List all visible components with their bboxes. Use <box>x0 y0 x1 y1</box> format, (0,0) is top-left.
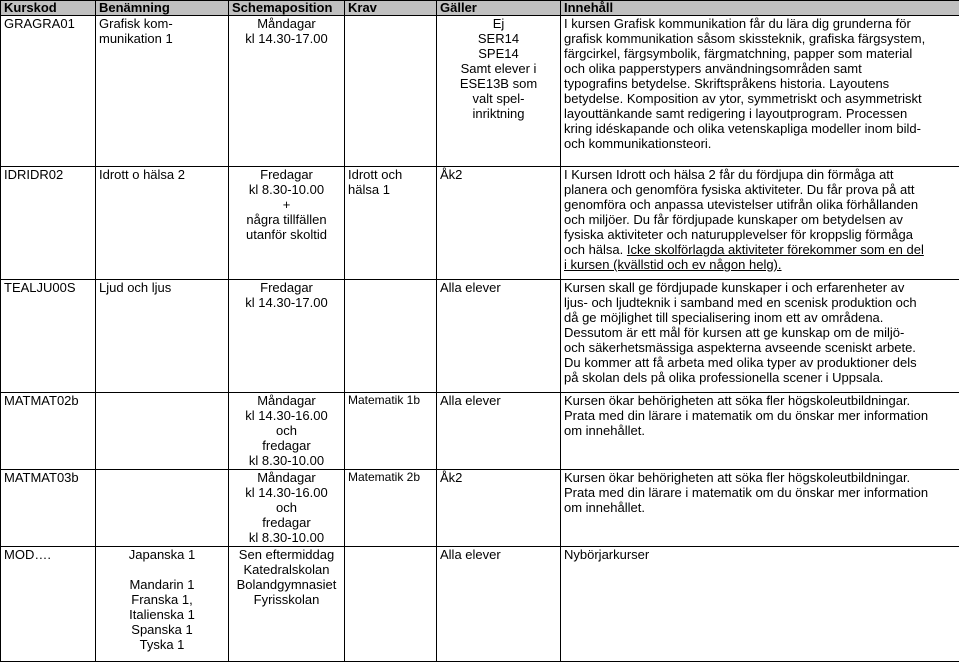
content-line: Kursen ökar behörigheten att söka fler högskoleutbildningar. <box>564 393 911 408</box>
content-line: grafisk kommunikation såsom skissteknik, grafiska färgsystem, <box>564 31 926 46</box>
schedule-cell <box>229 470 345 547</box>
galler-cell <box>437 547 561 662</box>
krav-line: hälsa 1 <box>348 182 390 197</box>
schedule-line: kl 14.30-16.00 <box>245 408 328 423</box>
content-line: planera och genomföra fysiska aktiviteter. Du får prova på att <box>564 182 915 197</box>
course-code: GRAGRA01 <box>1 16 96 167</box>
schedule-line: kl 14.30-17.00 <box>245 295 328 310</box>
galler-line: Alla elever <box>440 280 501 295</box>
galler-line: ESE13B som <box>459 76 538 91</box>
header-galler: Gäller <box>437 1 561 16</box>
course-name-line: Spanska 1 <box>131 622 193 637</box>
schedule-line: kl 8.30-10.00 <box>248 182 325 197</box>
schedule-line: och <box>276 423 297 438</box>
content-line: I kursen Grafisk kommunikation får du lära dig grunderna för <box>564 16 911 31</box>
schedule-cell <box>229 280 345 393</box>
krav-cell <box>345 470 437 547</box>
schedule-line: + <box>282 197 291 212</box>
content-line: kring idéskapande och olika vetenskapliga modeller inom bild- <box>564 121 921 136</box>
content-line: Prata med din lärare i matematik om du önskar mer information <box>564 485 929 500</box>
header-krav: Krav <box>345 1 437 16</box>
content-cell <box>561 167 959 280</box>
krav-cell <box>345 16 437 167</box>
schedule-line: Måndagar <box>257 393 316 408</box>
content-cell <box>561 16 959 167</box>
krav-cell <box>345 547 437 662</box>
content-line: om innehållet. <box>564 423 645 438</box>
galler-line: Alla elever <box>440 547 501 562</box>
content-line: och olika papperstypers användningsområden samt <box>564 61 862 76</box>
course-code: MOD…. <box>1 547 96 662</box>
header-row <box>1 1 959 16</box>
galler-cell <box>437 280 561 393</box>
table-row <box>1 393 959 470</box>
content-line: I Kursen Idrott och hälsa 2 får du fördjupa din förmåga att <box>564 167 894 182</box>
galler-line: Åk2 <box>440 167 463 182</box>
content-text: och hälsa. <box>564 242 627 257</box>
course-name-line: Tyska 1 <box>139 637 185 652</box>
course-name-line: Grafisk kom- <box>99 16 173 31</box>
schedule-line: Fyrisskolan <box>253 592 320 607</box>
content-line: Dessutom är ett mål för kursen att ge kunskap om de miljö- <box>564 325 905 340</box>
krav-cell <box>345 167 437 280</box>
table-row <box>1 167 959 280</box>
galler-cell <box>437 393 561 470</box>
content-line: layouttänkande samt redigering i layoutprogram. Processen <box>564 106 908 121</box>
underlined-note: Icke skolförlagda aktiviteter förekommer som en del <box>626 242 924 257</box>
table-row <box>1 16 959 167</box>
galler-line: valt spel- <box>472 91 525 106</box>
schedule-line: och <box>276 500 297 515</box>
content-line: typografins betydelse. Skriftspråkens historia. Layoutens <box>564 76 890 91</box>
course-name <box>96 470 229 547</box>
content-line: Kursen ökar behörigheten att söka fler högskoleutbildningar. <box>564 470 911 485</box>
content-line: betydelse. Komposition av ytor, symmetriskt och asymmetriskt <box>564 91 922 106</box>
content-cell <box>561 470 959 547</box>
krav-line: Idrott och <box>348 167 403 182</box>
course-code: IDRIDR02 <box>1 167 96 280</box>
content-line: fysiska aktiviteter och naturupplevelser för kroppslig förmåga <box>564 227 913 242</box>
header-kurskod: Kurskod <box>1 1 96 16</box>
content-line: om innehållet. <box>564 500 645 515</box>
header-innehall: Innehåll <box>561 1 959 16</box>
schedule-line: fredagar <box>262 515 311 530</box>
course-name <box>96 393 229 470</box>
content-line: ljus- och ljudteknik i samband med en scenisk produktion och <box>564 295 917 310</box>
course-name <box>96 280 229 393</box>
galler-line: Alla elever <box>440 393 501 408</box>
course-name-line: Italienska 1 <box>129 607 195 622</box>
krav-line: Matematik 2b <box>348 470 421 484</box>
galler-line: Åk2 <box>440 470 463 485</box>
krav-cell <box>345 280 437 393</box>
content-line: och kommunikationsteori. <box>564 136 712 151</box>
galler-cell <box>437 16 561 167</box>
table-row <box>1 547 959 662</box>
course-name-line <box>99 562 225 577</box>
header-schemaposition: Schemaposition <box>229 1 345 16</box>
content-line: färgcirkel, färgsymbolik, färgmatchning, papper som material <box>564 46 913 61</box>
content-line: på skolan dels på olika professionella scener i Uppsala. <box>564 370 884 385</box>
schedule-line: kl 8.30-10.00 <box>248 453 325 468</box>
schedule-line: Sen eftermiddag <box>238 547 335 562</box>
galler-cell <box>437 470 561 547</box>
schedule-line: Fredagar <box>260 167 313 182</box>
course-name <box>96 547 229 662</box>
content-cell <box>561 547 959 662</box>
schedule-line: kl 8.30-10.00 <box>248 530 325 545</box>
galler-cell <box>437 167 561 280</box>
content-line: och miljöer. Du får fördjupade kunskaper om betydelsen av <box>564 212 903 227</box>
galler-line: inriktning <box>472 106 525 121</box>
schedule-line: fredagar <box>262 438 311 453</box>
content-cell <box>561 280 959 393</box>
krav-cell <box>345 393 437 470</box>
content-line: och säkerhetsmässiga aspekterna avseende sceniskt arbete. <box>564 340 916 355</box>
content-line: Nybörjarkurser <box>564 547 650 562</box>
content-line: då ge möjlighet till specialisering inom ett av områdena. <box>564 310 884 325</box>
header-benamning: Benämning <box>96 1 229 16</box>
content-line: genomföra och anpassa utevistelser utifrån olika förhållanden <box>564 197 919 212</box>
course-name-line: Franska 1, <box>131 592 193 607</box>
course-name-line: Idrott o hälsa 2 <box>99 167 185 182</box>
schedule-line: några tillfällen <box>246 212 327 227</box>
schedule-line: utanför skoltid <box>246 227 327 242</box>
krav-line: Matematik 1b <box>348 393 421 407</box>
content-line: Du kommer att få arbeta med olika typer av produktioner dels <box>564 355 917 370</box>
schedule-cell <box>229 16 345 167</box>
course-name <box>96 16 229 167</box>
schedule-cell <box>229 547 345 662</box>
galler-line: Ej <box>492 16 505 31</box>
schedule-line: Fredagar <box>260 280 313 295</box>
schedule-line: Måndagar <box>257 16 316 31</box>
schedule-line: kl 14.30-16.00 <box>245 485 328 500</box>
schedule-line: Måndagar <box>257 470 316 485</box>
schedule-cell <box>229 393 345 470</box>
course-name-line: Mandarin 1 <box>129 577 195 592</box>
content-cell <box>561 393 959 470</box>
course-name-line: munikation 1 <box>99 31 173 46</box>
course-name-line: Ljud och ljus <box>99 280 172 295</box>
schedule-cell <box>229 167 345 280</box>
course-name <box>96 167 229 280</box>
galler-line: SER14 <box>477 31 520 46</box>
table-row <box>1 470 959 547</box>
content-line: Kursen skall ge fördjupade kunskaper i och erfarenheter av <box>564 280 905 295</box>
course-name-line: Japanska 1 <box>128 547 196 562</box>
schedule-line: Katedralskolan <box>243 562 330 577</box>
schedule-line: kl 14.30-17.00 <box>245 31 328 46</box>
content-line-mixed <box>564 242 956 257</box>
galler-line: Samt elever i <box>460 61 537 76</box>
course-code: MATMAT02b <box>1 393 96 470</box>
course-code: TEALJU00S <box>1 280 96 393</box>
galler-line: SPE14 <box>478 46 519 61</box>
content-line: Prata med din lärare i matematik om du önskar mer information <box>564 408 929 423</box>
schedule-line: Bolandgymnasiet <box>236 577 337 592</box>
underlined-note: i kursen (kvällstid och ev någon helg). <box>564 257 782 272</box>
course-code: MATMAT03b <box>1 470 96 547</box>
table-row <box>1 280 959 393</box>
